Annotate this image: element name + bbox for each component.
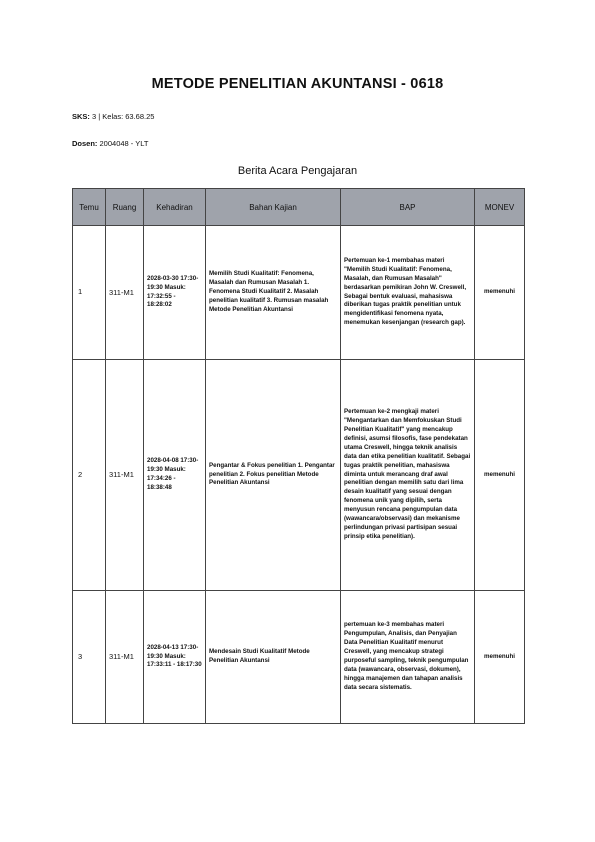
cell-temu: 2: [73, 360, 106, 591]
header-kehadiran: Kehadiran: [144, 189, 206, 226]
cell-monev: memenuhi: [475, 591, 525, 724]
cell-bap: Pertemuan ke-1 membahas materi "Memilih Studi Kualitatif: Fenomena, Masalah, dan Rumusan Masalah" berdasarkan pemikiran John W. Creswell, Sebagai bentuk evaluasi, mahasiswa diberikan tugas praktik penelitian untuk mengidentifikasi fenomena nyata, menemukan kesenjangan (research gap).: [341, 226, 475, 360]
table-row: [73, 591, 525, 724]
cell-monev: memenuhi: [475, 360, 525, 591]
cell-temu: 1: [73, 226, 106, 360]
dosen-label: Dosen:: [72, 139, 98, 148]
header-bahan-kajian: Bahan Kajian: [206, 189, 341, 226]
cell-bahan-kajian: Memilih Studi Kualitatif: Fenomena, Masalah dan Rumusan Masalah 1. Fenomena Studi Kualitatif 2. Masalah penelitian kualitatif 3. Rumusan masalah Metode Penelitian Akuntansi: [206, 226, 341, 360]
cell-bap: pertemuan ke-3 membahas materi Pengumpulan, Analisis, dan Penyajian Data Penelitian Kualitatif menurut Creswell, yang mencakup strategi purposeful sampling, teknik pengumpulan data (wawancara, observasi, dokumen), hingga manajemen dan tahapan analisis data secara sistematis.: [341, 591, 475, 724]
table-row: [73, 360, 525, 591]
cell-kehadiran: 2028-04-08 17:30-19:30 Masuk: 17:34:26 - 18:38:48: [144, 360, 206, 591]
sks-value: 3 | Kelas: 63.68.25: [92, 112, 155, 121]
cell-ruang: 311-M1: [106, 360, 144, 591]
header-temu: Temu: [73, 189, 106, 226]
cell-temu: 3: [73, 591, 106, 724]
teaching-record-table: [72, 188, 525, 724]
cell-bap: Pertemuan ke-2 mengkaji materi "Mengantarkan dan Memfokuskan Studi Penelitian Kualitatif" yang mencakup definisi, asumsi filosofis, fase pendekatan utama Creswell, hingga teknik analisis data dan etika penelitian kualitatif. Sebagai tugas praktik penelitian, mahasiswa diminta untuk merancang draf awal penelitian dengan memilih satu dari lima desain kualitatif yang sesuai dengan fenomena unik yang dipilih, serta menyusun rencana pengumpulan data (wawancara/observasi) dan mekanisme perlindungan privasi partisipan sesuai prinsip etika penelitian).: [341, 360, 475, 591]
cell-bahan-kajian: Pengantar & Fokus penelitian 1. Pengantar penelitian 2. Fokus penelitian Metode Penelitian Akuntansi: [206, 360, 341, 591]
section-title: Berita Acara Pengajaran: [237, 165, 358, 177]
page-title: METODE PENELITIAN AKUNTANSI - 0618: [151, 76, 444, 92]
lecturer-meta: [72, 139, 148, 148]
cell-kehadiran: 2028-03-30 17:30-19:30 Masuk: 17:32:55 - 18:28:02: [144, 226, 206, 360]
cell-kehadiran: 2028-04-13 17:30-19:30 Masuk: 17:33:11 - 18:17:30: [144, 591, 206, 724]
header-bap: BAP: [341, 189, 475, 226]
header-monev: MONEV: [475, 189, 525, 226]
table-row: [73, 226, 525, 360]
header-ruang: Ruang: [106, 189, 144, 226]
cell-bahan-kajian: Mendesain Studi Kualitatif Metode Penelitian Akuntansi: [206, 591, 341, 724]
dosen-value: 2004048 - YLT: [99, 139, 149, 148]
course-meta: [72, 112, 154, 121]
cell-monev: memenuhi: [475, 226, 525, 360]
sks-label: SKS:: [72, 112, 90, 121]
table-header-row: [73, 189, 525, 226]
cell-ruang: 311-M1: [106, 226, 144, 360]
cell-ruang: 311-M1: [106, 591, 144, 724]
